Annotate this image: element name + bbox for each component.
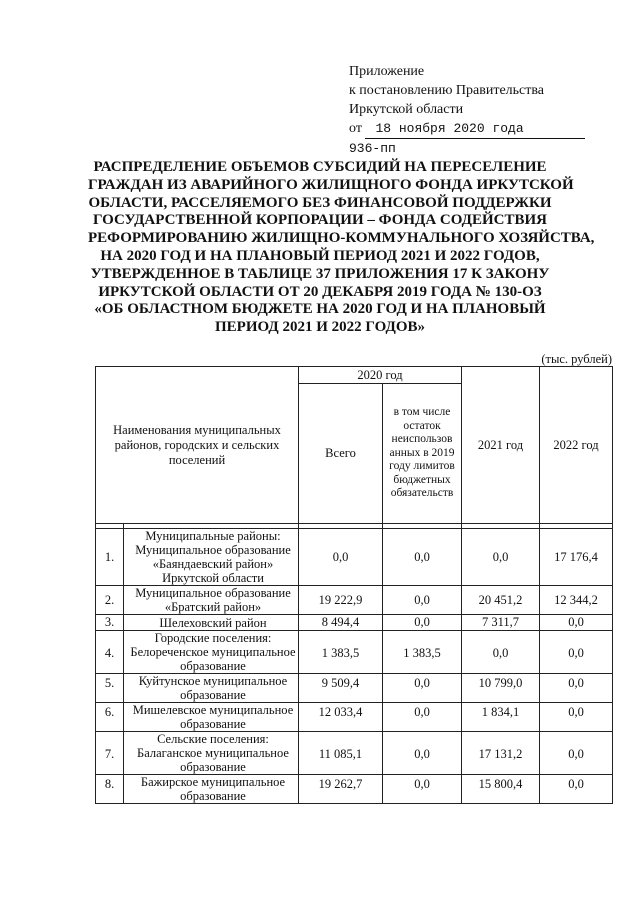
- document-title: [88, 159, 595, 337]
- row-number: 1.: [96, 529, 124, 586]
- section-urban: Городские поселения:: [154, 631, 272, 645]
- table-row: [96, 674, 613, 703]
- header-2022: 2022 год: [540, 367, 613, 524]
- row-2021: 0,0: [462, 529, 540, 586]
- row-total: 19 222,9: [299, 586, 383, 615]
- section-districts: Муниципальные районы:: [145, 529, 281, 543]
- resolution-number: 936-пп: [349, 141, 396, 156]
- date-prefix: от: [349, 121, 362, 136]
- table-row: [96, 529, 613, 586]
- row-2022: 12 344,2: [540, 586, 613, 615]
- row-total: 9 509,4: [299, 674, 383, 703]
- appendix-block: [349, 62, 609, 158]
- row-remainder: 0,0: [383, 529, 462, 586]
- row-total: 1 383,5: [299, 631, 383, 674]
- row-number: 5.: [96, 674, 124, 703]
- table-row: [96, 615, 613, 631]
- row-2021: 10 799,0: [462, 674, 540, 703]
- table-row: [96, 586, 613, 615]
- row-2021: 20 451,2: [462, 586, 540, 615]
- date-value: 18 ноября 2020 года: [365, 119, 585, 139]
- appendix-region: Иркутской области: [349, 102, 464, 117]
- row-2022: 0,0: [540, 703, 613, 732]
- row-total: 11 085,1: [299, 732, 383, 775]
- title-line: РЕФОРМИРОВАНИЮ ЖИЛИЩНО-КОММУНАЛЬНОГО ХОЗЯЙСТВА,: [88, 230, 595, 247]
- row-total: 8 494,4: [299, 615, 383, 631]
- row-remainder: 0,0: [383, 703, 462, 732]
- title-line: ГРАЖДАН ИЗ АВАРИЙНОГО ЖИЛИЩНОГО ФОНДА ИРКУТСКОЙ: [88, 176, 574, 193]
- row-remainder: 0,0: [383, 775, 462, 804]
- section-rural: Сельские поселения:: [157, 732, 269, 746]
- table-row: [96, 732, 613, 775]
- header-2021: 2021 год: [462, 367, 540, 524]
- row-2022: 0,0: [540, 674, 613, 703]
- row-2021: 15 800,4: [462, 775, 540, 804]
- title-line: ПЕРИОД 2021 И 2022 ГОДОВ»: [215, 319, 425, 336]
- row-number: 7.: [96, 732, 124, 775]
- title-line: ИРКУТСКОЙ ОБЛАСТИ ОТ 20 ДЕКАБРЯ 2019 ГОДА № 130-ОЗ: [98, 283, 542, 300]
- row-2021: 0,0: [462, 631, 540, 674]
- title-line: УТВЕРЖДЕННОЕ В ТАБЛИЦЕ 37 ПРИЛОЖЕНИЯ 17 К ЗАКОНУ: [90, 265, 550, 282]
- row-name: Муниципальное образование «Баяндаевский район» Иркутской области: [135, 543, 291, 585]
- row-2021: 1 834,1: [462, 703, 540, 732]
- row-number: 3.: [96, 615, 124, 631]
- row-name: Белореченское муниципальное образование: [130, 645, 296, 673]
- header-remainder: в том числе остаток неиспользов анных в 2019 году лимитов бюджетных обязательств: [383, 384, 462, 524]
- row-remainder: 0,0: [383, 586, 462, 615]
- row-name-cell: [124, 529, 299, 586]
- row-name: Бажирское муниципальное образование: [124, 775, 299, 804]
- title-line: НА 2020 ГОД И НА ПЛАНОВЫЙ ПЕРИОД 2021 И 2022 ГОДОВ,: [100, 247, 540, 264]
- header-name-column: Наименования муниципальных районов, городских и сельских поселений: [96, 367, 299, 524]
- row-total: 12 033,4: [299, 703, 383, 732]
- row-total: 19 262,7: [299, 775, 383, 804]
- title-line: ОБЛАСТИ, РАССЕЛЯЕМОГО БЕЗ ФИНАНСОВОЙ ПОДДЕРЖКИ: [88, 194, 552, 211]
- row-2022: 0,0: [540, 631, 613, 674]
- appendix-label: Приложение: [349, 64, 425, 79]
- row-total: 0,0: [299, 529, 383, 586]
- table-row: [96, 775, 613, 804]
- row-name-cell: [124, 631, 299, 674]
- row-name-cell: [124, 732, 299, 775]
- title-line: «ОБ ОБЛАСТНОМ БЮДЖЕТЕ НА 2020 ГОД И НА ПЛАНОВЫЙ: [94, 301, 546, 318]
- row-number: 8.: [96, 775, 124, 804]
- header-total: Всего: [299, 384, 383, 524]
- row-name: Шелеховский район: [124, 615, 299, 631]
- row-2021: 17 131,2: [462, 732, 540, 775]
- title-line: РАСПРЕДЕЛЕНИЕ ОБЪЕМОВ СУБСИДИЙ НА ПЕРЕСЕЛЕНИЕ: [93, 159, 547, 175]
- row-2022: 0,0: [540, 615, 613, 631]
- row-2022: 17 176,4: [540, 529, 613, 586]
- row-remainder: 0,0: [383, 674, 462, 703]
- units-label: (тыс. рублей): [541, 352, 612, 366]
- appendix-resolution: к постановлению Правительства: [349, 83, 545, 98]
- row-number: 4.: [96, 631, 124, 674]
- row-name: Муниципальное образование «Братский район»: [124, 586, 299, 615]
- row-2021: 7 311,7: [462, 615, 540, 631]
- row-2022: 0,0: [540, 732, 613, 775]
- row-remainder: 0,0: [383, 615, 462, 631]
- row-number: 2.: [96, 586, 124, 615]
- row-number: 6.: [96, 703, 124, 732]
- row-name: Балаганское муниципальное образование: [137, 746, 289, 774]
- row-name: Мишелевское муниципальное образование: [124, 703, 299, 732]
- subsidy-table: [95, 366, 613, 804]
- table-row: [96, 703, 613, 732]
- table-row: [96, 631, 613, 674]
- appendix-date-line: [349, 119, 609, 139]
- row-remainder: 1 383,5: [383, 631, 462, 674]
- row-name: Куйтунское муниципальное образование: [124, 674, 299, 703]
- header-2020: 2020 год: [299, 367, 462, 384]
- title-line: ГОСУДАРСТВЕННОЙ КОРПОРАЦИИ – ФОНДА СОДЕЙСТВИЯ: [92, 212, 548, 229]
- row-2022: 0,0: [540, 775, 613, 804]
- row-remainder: 0,0: [383, 732, 462, 775]
